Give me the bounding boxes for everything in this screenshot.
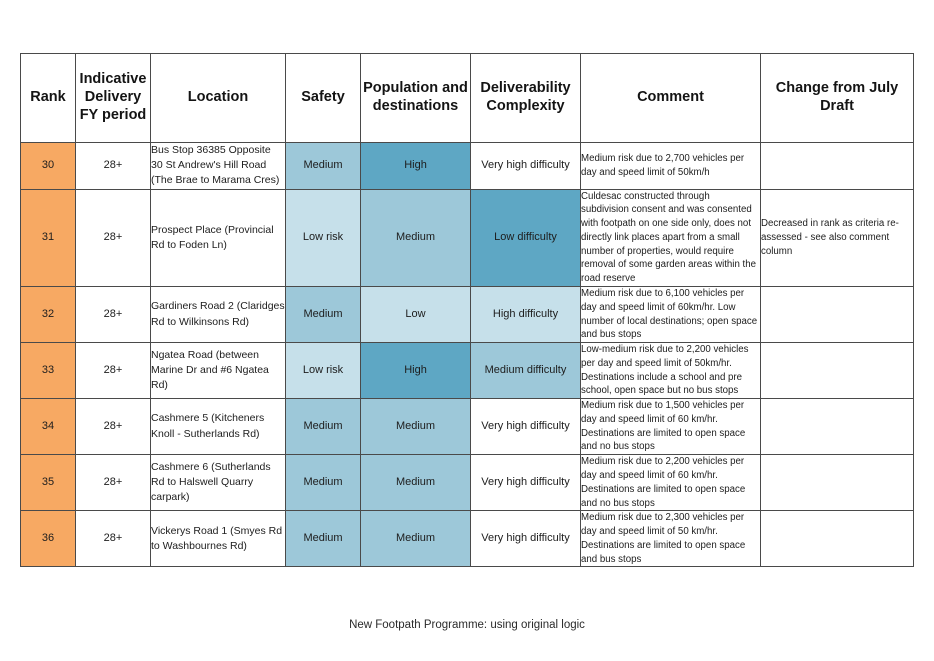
column-header-rank: Rank [21,54,76,143]
footer-note: New Footpath Programme: using original logic [349,619,585,631]
cell-location: Vickerys Road 1 (Smyes Rd to Washbournes Rd) [151,511,286,567]
cell-population: Medium [361,189,471,286]
cell-comment: Culdesac constructed through subdivision consent and was consented with footpath on one side only, does not directly link places apart from a small number of properties, would require removal of some garden areas within the road reserve [581,189,761,286]
cell-deliverability: Very high difficulty [471,143,581,190]
cell-change [761,399,914,455]
cell-safety: Medium [286,143,361,190]
cell-change [761,143,914,190]
cell-location: Prospect Place (Provincial Rd to Foden Ln) [151,189,286,286]
cell-population: High [361,343,471,399]
cell-deliverability: Low difficulty [471,189,581,286]
ranking-table-container [20,53,913,567]
cell-safety: Low risk [286,343,361,399]
cell-deliverability: Very high difficulty [471,399,581,455]
cell-rank: 35 [21,455,76,511]
cell-population: Medium [361,455,471,511]
cell-comment: Medium risk due to 2,700 vehicles per day and speed limit of 50km/h [581,143,761,190]
cell-change: Decreased in rank as criteria re-assessed - see also comment column [761,189,914,286]
column-header-deliverability: Deliverability Complexity [471,54,581,143]
cell-rank: 33 [21,343,76,399]
cell-population: Medium [361,399,471,455]
cell-delivery-fy: 28+ [76,511,151,567]
cell-rank: 36 [21,511,76,567]
table-head [21,54,914,143]
table-row [21,343,914,399]
cell-location: Bus Stop 36385 Opposite 30 St Andrew's Hill Road (The Brae to Marama Cres) [151,143,286,190]
column-header-delivery-fy: Indicative Delivery FY period [76,54,151,143]
cell-location: Gardiners Road 2 (Claridges Rd to Wilkinsons Rd) [151,287,286,343]
cell-change [761,287,914,343]
cell-location: Cashmere 6 (Sutherlands Rd to Halswell Quarry carpark) [151,455,286,511]
cell-population: High [361,143,471,190]
cell-comment: Medium risk due to 1,500 vehicles per day and speed limit of 60 km/hr. Destinations are limited to open space and no bus stops [581,399,761,455]
cell-safety: Medium [286,511,361,567]
footpath-ranking-table [20,53,914,567]
cell-deliverability: Very high difficulty [471,511,581,567]
table-body [21,143,914,567]
cell-deliverability: Medium difficulty [471,343,581,399]
cell-delivery-fy: 28+ [76,189,151,286]
table-row [21,189,914,286]
table-header-row [21,54,914,143]
cell-rank: 31 [21,189,76,286]
column-header-change: Change from July Draft [761,54,914,143]
table-row [21,511,914,567]
table-row [21,455,914,511]
cell-change [761,455,914,511]
cell-delivery-fy: 28+ [76,455,151,511]
cell-change [761,343,914,399]
cell-change [761,511,914,567]
column-header-comment: Comment [581,54,761,143]
cell-safety: Medium [286,399,361,455]
cell-delivery-fy: 28+ [76,143,151,190]
cell-location: Ngatea Road (between Marine Dr and #6 Ngatea Rd) [151,343,286,399]
table-row [21,143,914,190]
column-header-safety: Safety [286,54,361,143]
cell-population: Low [361,287,471,343]
cell-rank: 30 [21,143,76,190]
cell-safety: Medium [286,455,361,511]
cell-rank: 32 [21,287,76,343]
cell-deliverability: Very high difficulty [471,455,581,511]
table-row [21,287,914,343]
cell-comment: Medium risk due to 2,200 vehicles per day and speed limit of 60 km/hr. Destinations are limited to open space and no bus stops [581,455,761,511]
table-row [21,399,914,455]
cell-safety: Low risk [286,189,361,286]
cell-comment: Medium risk due to 2,300 vehicles per day and speed limit of 50 km/hr. Destinations are limited to open space and bus stops [581,511,761,567]
cell-delivery-fy: 28+ [76,287,151,343]
cell-delivery-fy: 28+ [76,399,151,455]
column-header-location: Location [151,54,286,143]
cell-rank: 34 [21,399,76,455]
cell-safety: Medium [286,287,361,343]
cell-comment: Medium risk due to 6,100 vehicles per day and speed limit of 60km/hr. Low number of local destinations; open space and bus stops [581,287,761,343]
cell-location: Cashmere 5 (Kitcheners Knoll - Sutherlands Rd) [151,399,286,455]
cell-comment: Low-medium risk due to 2,200 vehicles per day and speed limit of 50km/hr. Destinations include a school and pre school, open space but no bus stops [581,343,761,399]
column-header-population: Population and destinations [361,54,471,143]
cell-population: Medium [361,511,471,567]
cell-delivery-fy: 28+ [76,343,151,399]
cell-deliverability: High difficulty [471,287,581,343]
